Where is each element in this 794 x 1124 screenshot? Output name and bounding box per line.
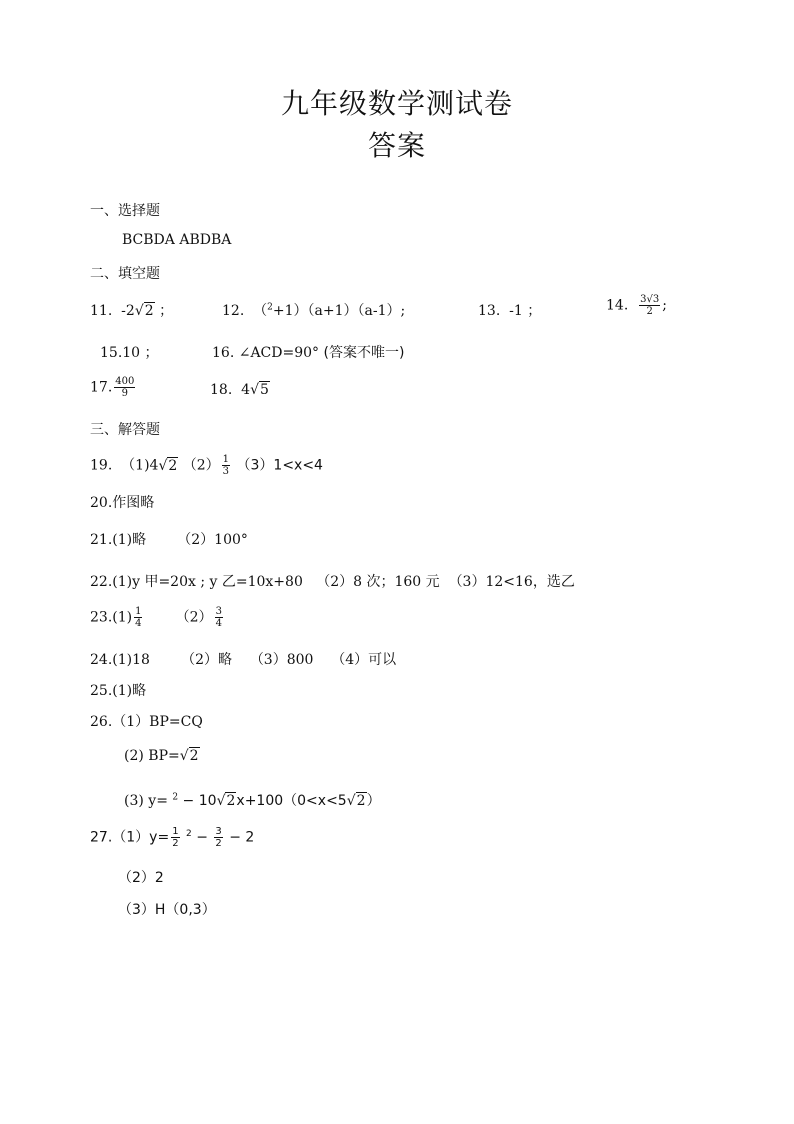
answer-q15: 15.10 ； <box>100 345 159 361</box>
page-subtitle: 答案 <box>367 129 426 162</box>
answer-q16: 16. ∠ACD=90° (答案不唯一) <box>212 345 405 361</box>
answer-q22: 22.(1)y 甲=20x ; y 乙=10x+80 （2）8 次；160 元 （3）12<16，选乙 <box>90 574 575 590</box>
section-heading-solve: 三、解答题 <box>90 422 160 438</box>
answer-q27-part2: （2）2 <box>118 870 164 886</box>
answer-q24: 24.(1)18 （2）略 （3）800 （4）可以 <box>90 652 397 668</box>
answer-q11: 11. -2√2 ； <box>90 303 174 319</box>
section-heading-choice: 一、选择题 <box>90 203 160 219</box>
answer-q21: 21.(1)略 （2）100° <box>90 532 248 548</box>
answer-q25: 25.(1)略 <box>90 683 147 699</box>
choice-answers: BCBDA ABDBA <box>122 232 232 248</box>
answer-q20: 20.作图略 <box>90 495 155 511</box>
answer-q17: 17. $\frac{400}{9}$ <box>90 376 135 399</box>
answer-q26-part1: 26.（1）BP=CQ <box>90 714 203 730</box>
answer-q19: 19. （1)4√2 （2） $\frac{1}{3}$ （3）1<x<4 <box>90 454 323 477</box>
answer-q14: 14. $\frac{3√3}{2}$ ; <box>606 294 668 317</box>
answer-q18: 18. 4√5 <box>210 382 269 398</box>
answer-q27-part1: 27.（1）y= $\frac{1}{2}$ $^2$ − $\frac{3}{2}$ − 2 <box>90 826 255 849</box>
answer-q27-part3: （3）H（0,3） <box>118 902 216 918</box>
page-title: 九年级数学测试卷 <box>280 87 513 120</box>
answer-q26-part2: (2) BP=√2 <box>124 748 199 764</box>
section-heading-fill: 二、填空题 <box>90 266 160 282</box>
answer-q26-part3: (3) y= $^2$ − 10√2x+100（0<x<5√2） <box>124 792 381 809</box>
answer-q12: 12. （$^2$+1）（a+1）（a-1）; <box>222 302 406 319</box>
answer-q13: 13. -1 ； <box>478 303 542 319</box>
answer-q23: 23.(1) $\frac{1}{4}$ （2） $\frac{3}{4}$ <box>90 606 222 629</box>
